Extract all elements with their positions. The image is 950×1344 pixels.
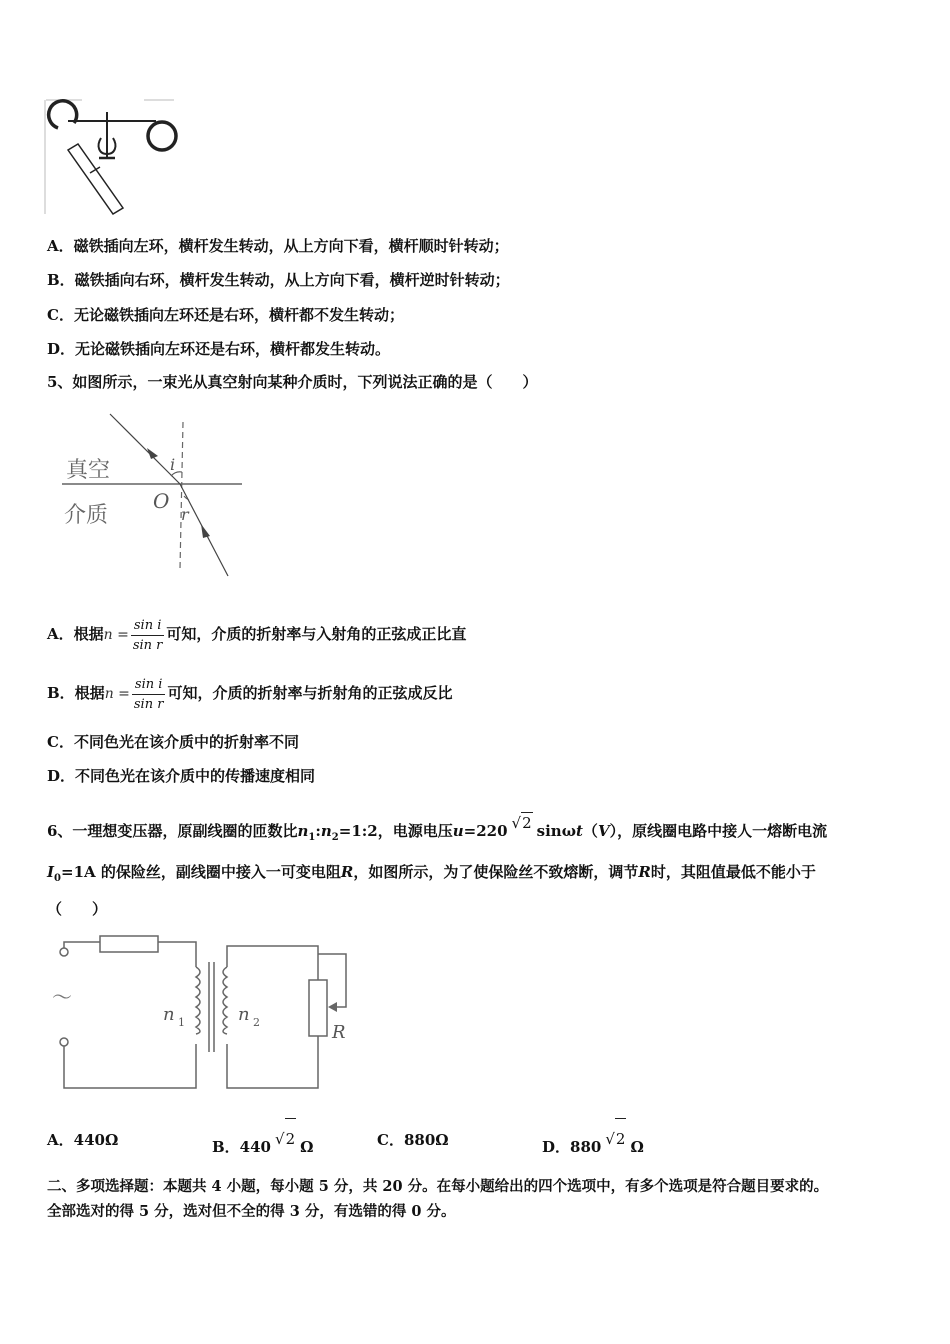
- ac-source-symbol: ～: [52, 985, 72, 1009]
- q4-option-d: D．无论磁铁插向左环还是右环，横杆都发生转动。: [47, 340, 391, 358]
- q6-option-d: D．880 √2 Ω: [542, 1118, 644, 1167]
- r-label: R: [332, 1022, 346, 1043]
- formula-fraction: $\frac{\text{sin i}}{\text{sin r}}$: [132, 617, 163, 653]
- q5-option-c: C．不同色光在该介质中的折射率不同: [47, 733, 299, 751]
- q5-stem: 5、如图所示，一束光从真空射向某种介质时，下列说法正确的是（ ）: [47, 373, 538, 391]
- q6-option-c: C．880Ω: [377, 1131, 449, 1149]
- q5-option-b: B．根据n = $\frac{\text{sin i}}{\text{sin r}}$ 可知，介质的折射率与折射角的正弦成反比: [47, 676, 453, 712]
- q6-option-b: B．440 √2 Ω: [212, 1118, 313, 1167]
- q5-option-a: A．根据n = $\frac{\text{sin i}}{\text{sin r}}$ 可知，介质的折射率与入射角的正弦成正比直: [47, 617, 467, 653]
- n1-subscript: 1: [178, 1016, 185, 1029]
- section2-heading-line1: 二、多项选择题：本题共 4 小题，每小题 5 分，共 20 分。在每小题给出的四个选项中，有多个选项是符合题目要求的。: [47, 1178, 829, 1195]
- rings-magnet-diagram: [44, 98, 179, 216]
- vacuum-label: 真空: [66, 458, 111, 483]
- q6-stem-line3: （ ）: [47, 900, 108, 918]
- n2-label: n: [238, 1004, 250, 1025]
- formula-fraction: $\frac{\text{sin i}}{\text{sin r}}$: [133, 676, 164, 712]
- q5-option-d: D．不同色光在该介质中的传播速度相同: [47, 767, 316, 785]
- sqrt-symbol: √2: [275, 1118, 296, 1159]
- point-o-label: O: [153, 489, 170, 513]
- medium-label: 介质: [64, 503, 109, 528]
- transformer-circuit-diagram: [48, 932, 358, 1092]
- q6-option-a: A．440Ω: [47, 1131, 119, 1149]
- q6-stem-line1: 6、一理想变压器，原副线圈的匝数比$n_1:n_2=1:2$，电源电压u=220 √2 sinωt（V），原线圈电路中接人一熔断电流: [47, 814, 828, 843]
- sqrt-symbol: √2: [605, 1118, 626, 1159]
- q4-option-c: C．无论磁铁插向左环还是右环，横杆都不发生转动；: [47, 306, 404, 324]
- angle-r-label: r: [181, 505, 189, 524]
- q6-stem-line2: $I_0=1A$ 的保险丝，副线圈中接入一可变电阻R，如图所示，为了使保险丝不致熔断，调节R时，其阻值最低不能小于: [47, 863, 816, 884]
- q4-option-b: B．磁铁插向右环，横杆发生转动，从上方向下看，横杆逆时针转动；: [47, 271, 510, 289]
- q4-option-a: A．磁铁插向左环，横杆发生转动，从上方向下看，横杆顺时针转动；: [47, 237, 509, 255]
- angle-i-label: i: [170, 455, 176, 474]
- n2-subscript: 2: [253, 1016, 260, 1029]
- sqrt-symbol: √2: [511, 814, 532, 832]
- section2-heading-line2: 全部选对的得 5 分，选对但不全的得 3 分，有选错的得 0 分。: [47, 1203, 456, 1220]
- n1-label: n: [163, 1004, 175, 1025]
- refraction-diagram: [50, 404, 250, 584]
